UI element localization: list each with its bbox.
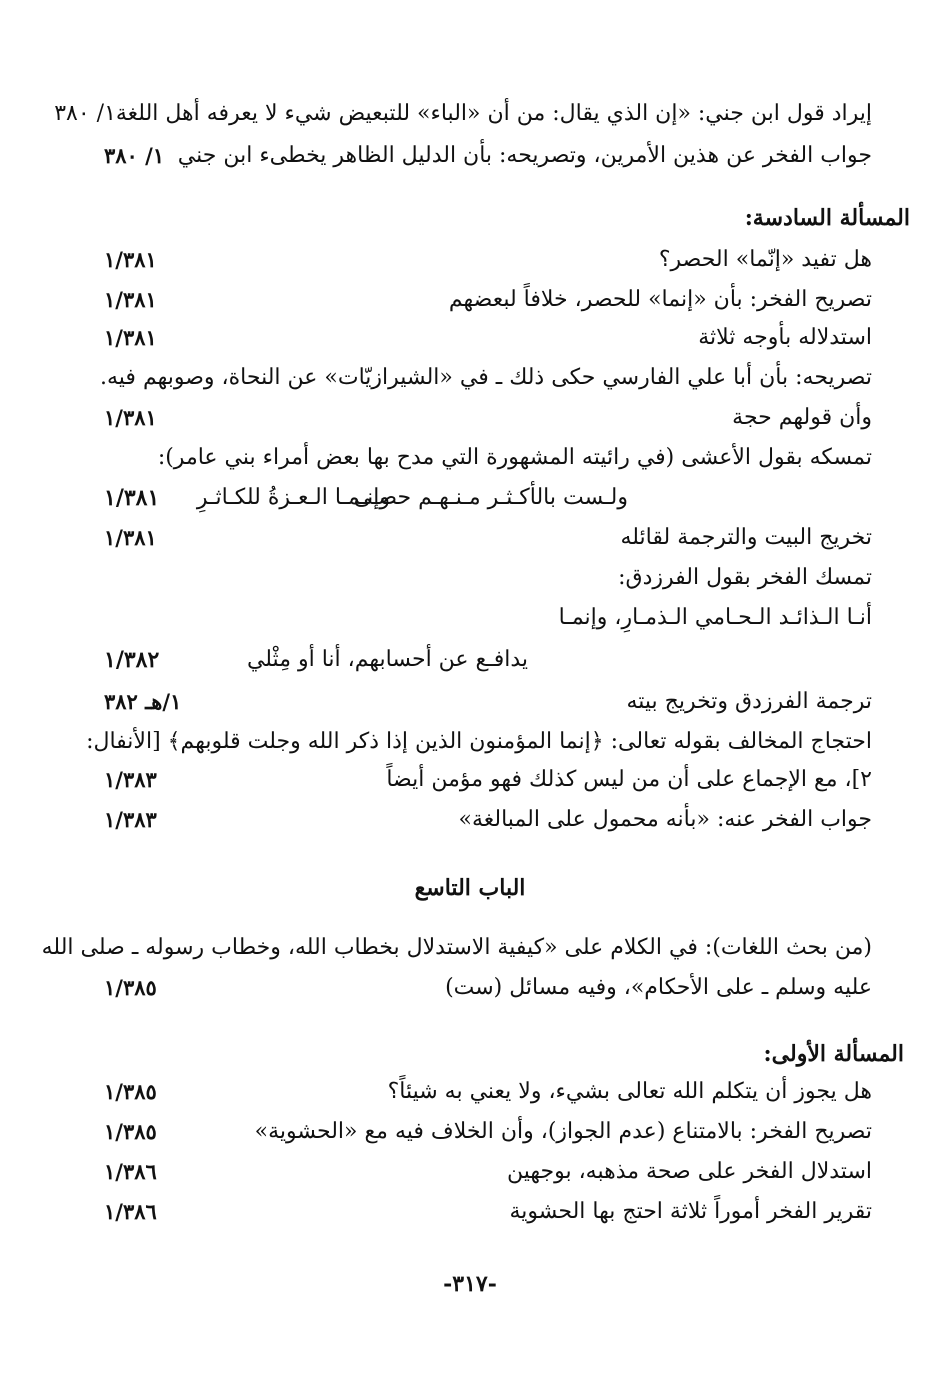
page-number: -٣١٧-: [443, 1271, 497, 1297]
entry-text: تصريح الفخر: بالامتناع (عدم الجواز)، وأن الخلاف فيه مع «الحشوية»: [254, 1119, 872, 1144]
page-reference: ١/٣٨٥: [104, 975, 157, 1000]
entry-text: (من بحث اللغات): في الكلام على «كيفية الاستدلال بخطاب الله، وخطاب رسوله ـ صلى الله: [41, 935, 872, 960]
index-entry: [100, 318, 872, 358]
verse-second-hemistich: يدافـع عن أحسابهم، أنا أو مِثْلي: [246, 647, 528, 672]
entry-text: تقرير الفخر أموراً ثلاثة احتج بها الحشوية: [509, 1199, 872, 1224]
index-entry: [100, 760, 872, 800]
entry-text: احتجاج المخالف بقوله تعالى: ﴿إنما المؤمنون الذين إذا ذكر الله وجلت قلوبهم﴾ [الأنفال:: [86, 729, 872, 754]
entry-text: ترجمة الفرزدق وتخريج بيته: [626, 689, 872, 714]
page-reference: ١/٣٨٦: [104, 1199, 157, 1224]
chapter-title: الباب التاسع: [414, 875, 526, 901]
verse-first-hemistich: ولـست بالأكـثـر مـنـهـم حصـى: [353, 485, 628, 510]
entry-text: جواب الفخر عنه: «بأنه محمول على المبالغة»: [458, 807, 872, 832]
page-reference: ١/٣٨١: [104, 525, 157, 550]
page-reference: ١/٣٨٥: [104, 1079, 157, 1104]
verse-first-hemistich: أنـا الـذائـد الـحـامي الـذمـارِ، وإنمـا: [558, 605, 872, 630]
index-entry: [100, 358, 872, 398]
entry-text: تصريح الفخر: بأن «إنما» للحصر، خلافاً لبعضهم: [448, 287, 872, 312]
page-reference: ١/ ٣٨٠: [104, 143, 165, 168]
page-reference: ١/٣٨١: [104, 287, 157, 312]
page-reference: ١/٣٨١: [104, 405, 157, 430]
index-entry: [100, 1072, 872, 1112]
entry-text: تخريج البيت والترجمة لقائله: [620, 525, 872, 550]
page-reference: ١/٣٨١: [104, 485, 160, 511]
index-entry: [100, 280, 872, 320]
index-entry: [100, 136, 872, 176]
index-entry: [54, 94, 872, 134]
index-entry: [100, 1112, 872, 1152]
section-heading: المسألة السادسة:: [744, 205, 910, 231]
entry-text: ٢]، مع الإجماع على أن من ليس كذلك فهو مؤمن أيضاً: [386, 767, 872, 792]
index-entry: [41, 928, 872, 968]
index-entry: [86, 722, 872, 762]
entry-text: عليه وسلم ـ على الأحكام»، وفيه مسائل (ست): [445, 975, 872, 1000]
page-reference: ١/٣٨١: [104, 325, 157, 350]
index-entry: [100, 682, 872, 722]
entry-text: استدلال الفخر على صحة مذهبه، بوجهين: [506, 1159, 872, 1184]
page-reference: ١/٣٨٦: [104, 1159, 157, 1184]
page-reference: ١/٣٨١: [104, 247, 157, 272]
entry-text: جواب الفخر عن هذين الأمرين، وتصريحه: بأن الدليل الظاهر يخطىء ابن جني: [177, 143, 872, 168]
entry-text: تمسك الفخر بقول الفرزدق:: [618, 565, 872, 590]
section-heading: المسألة الأولى:: [763, 1041, 904, 1067]
entry-text: تصريحه: بأن أبا علي الفارسي حكى ذلك ـ في «الشيرازيّات» عن النحاة، وصوبهم فيه.: [100, 365, 872, 390]
index-entry: [100, 968, 872, 1008]
page-reference: ١/هـ ٣٨٢: [104, 689, 182, 714]
index-entry: [100, 518, 872, 558]
entry-text: تمسكه بقول الأعشى (في رائيته المشهورة التي مدح بها بعض أمراء بني عامر):: [157, 445, 872, 470]
page-reference: ١/٣٨٣: [104, 767, 157, 792]
entry-text: وأن قولهم حجة: [732, 405, 872, 430]
page-reference: ١/٣٨٥: [104, 1119, 157, 1144]
index-entry: [100, 800, 872, 840]
entry-text: هل يجوز أن يتكلم الله تعالى بشيء، ولا يعني به شيئاً؟: [387, 1079, 872, 1104]
index-entry: [100, 1192, 872, 1232]
entry-text: استدلاله بأوجه ثلاثة: [698, 325, 872, 350]
index-entry: [100, 1152, 872, 1192]
index-entry: [100, 558, 872, 598]
verse-second-hemistich: وإنـمـا الـعـزةُ للكـاثـرِ: [196, 485, 390, 510]
index-entry: [100, 240, 872, 280]
entry-text: إيراد قول ابن جني: «إن الذي يقال: من أن «الباء» للتبعيض شيء لا يعرفه أهل اللغة١/ ٣٨٠: [54, 101, 872, 126]
index-entry: [100, 438, 872, 478]
index-entry: [100, 398, 872, 438]
page-reference: ١/٣٨٢: [104, 647, 160, 673]
entry-text: هل تفيد «إنّما» الحصر؟: [658, 247, 872, 272]
page-reference: ١/٣٨٣: [104, 807, 157, 832]
